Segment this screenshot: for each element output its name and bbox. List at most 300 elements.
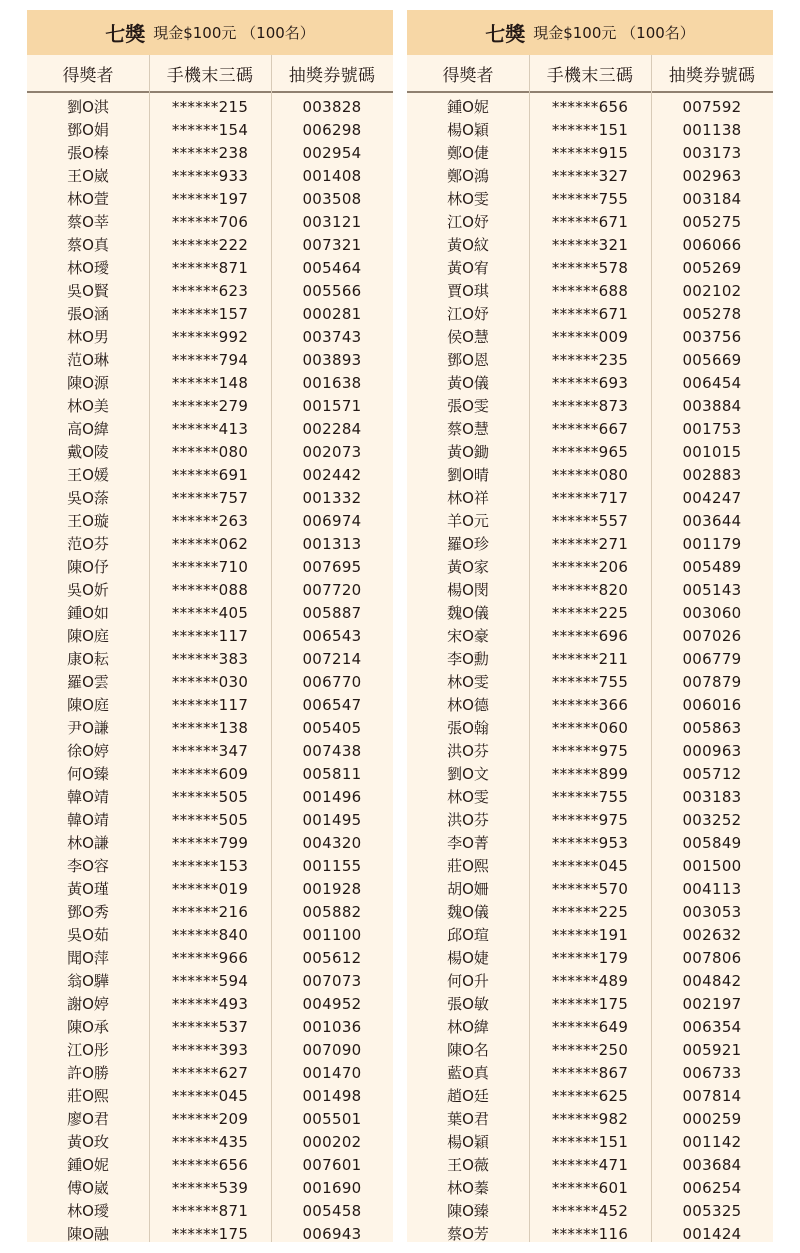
phone-last3: ******206 [551, 557, 629, 576]
ticket-number: 001495 [302, 810, 362, 829]
phone-last3: ******915 [551, 143, 629, 162]
table-row [27, 279, 393, 302]
table-row [407, 969, 773, 992]
ticket-number: 005863 [682, 718, 742, 737]
winners-panel-right [407, 10, 773, 1242]
table-header [407, 55, 773, 93]
ticket-number: 002963 [682, 166, 742, 185]
phone-last3: ******975 [551, 810, 629, 829]
prize-title [27, 10, 393, 55]
table-row [407, 601, 773, 624]
ticket-number: 003508 [302, 189, 362, 208]
winner-name: 羅O珍 [447, 535, 489, 553]
winner-name: 魏O儀 [447, 903, 489, 921]
table-row [27, 969, 393, 992]
winner-name: 侯O慧 [447, 328, 489, 346]
phone-last3: ******216 [171, 902, 249, 921]
winner-name: 鍾O妮 [447, 98, 489, 116]
phone-last3: ******215 [171, 97, 249, 116]
table-row [407, 118, 773, 141]
winner-name: 林O雯 [447, 190, 489, 208]
ticket-number: 005269 [682, 258, 742, 277]
phone-last3: ******933 [171, 166, 249, 185]
winner-name: 陳O融 [67, 1225, 109, 1243]
ticket-number: 006016 [682, 695, 742, 714]
table-row [407, 785, 773, 808]
winner-name: 韓O靖 [67, 788, 109, 806]
phone-last3: ******148 [171, 373, 249, 392]
phone-last3: ******489 [551, 971, 629, 990]
ticket-number: 001155 [302, 856, 362, 875]
ticket-number: 003060 [682, 603, 742, 622]
table-row [407, 923, 773, 946]
table-row [407, 1130, 773, 1153]
winner-name: 謝O婷 [67, 995, 109, 1013]
table-row [27, 578, 393, 601]
ticket-number: 005143 [682, 580, 742, 599]
ticket-number: 003828 [302, 97, 362, 116]
winner-name: 蔡O慧 [447, 420, 489, 438]
header-phone-last3: 手機末三碼 [546, 65, 634, 86]
winner-name: 劉O淇 [67, 98, 109, 116]
phone-last3: ******755 [551, 189, 629, 208]
ticket-number: 007073 [302, 971, 362, 990]
table-header [27, 55, 393, 93]
winners-panel-left [27, 10, 393, 1242]
winner-name: 趙O廷 [447, 1087, 489, 1105]
ticket-number: 006974 [302, 511, 362, 530]
table-row [407, 394, 773, 417]
winner-name: 范O琳 [67, 351, 109, 369]
ticket-number: 005325 [682, 1201, 742, 1220]
phone-last3: ******799 [171, 833, 249, 852]
header-winner: 得獎者 [442, 65, 494, 86]
winner-name: 黃O鋤 [447, 443, 489, 461]
phone-last3: ******116 [551, 1224, 629, 1243]
winner-name: 陳O源 [67, 374, 109, 392]
prize-detail: 現金$100元 （100名） [533, 24, 695, 42]
phone-last3: ******671 [551, 212, 629, 231]
column-divider [651, 55, 652, 1242]
winner-name: 莊O熙 [447, 857, 489, 875]
winner-name: 何O臻 [67, 765, 109, 783]
ticket-number: 006543 [302, 626, 362, 645]
table-row [27, 693, 393, 716]
winner-name: 范O芬 [67, 535, 109, 553]
winner-name: 徐O婷 [67, 742, 109, 760]
winner-name: 林O謙 [67, 834, 109, 852]
phone-last3: ******505 [171, 810, 249, 829]
table-row [27, 348, 393, 371]
ticket-number: 007214 [302, 649, 362, 668]
table-row [407, 900, 773, 923]
phone-last3: ******975 [551, 741, 629, 760]
winner-name: 高O緯 [67, 420, 109, 438]
winner-name: 張O翰 [447, 719, 489, 737]
table-row [27, 900, 393, 923]
ticket-number: 001571 [302, 396, 362, 415]
table-row [407, 463, 773, 486]
phone-last3: ******578 [551, 258, 629, 277]
ticket-number: 005566 [302, 281, 362, 300]
phone-last3: ******505 [171, 787, 249, 806]
winner-name: 胡O姍 [447, 880, 489, 898]
phone-last3: ******757 [171, 488, 249, 507]
ticket-number: 001015 [682, 442, 742, 461]
phone-last3: ******045 [171, 1086, 249, 1105]
ticket-number: 007090 [302, 1040, 362, 1059]
phone-last3: ******688 [551, 281, 629, 300]
ticket-number: 005921 [682, 1040, 742, 1059]
phone-last3: ******225 [551, 603, 629, 622]
ticket-number: 001470 [302, 1063, 362, 1082]
winner-name: 林O美 [67, 397, 109, 415]
phone-last3: ******383 [171, 649, 249, 668]
winner-name: 林O璦 [67, 259, 109, 277]
table-row [407, 486, 773, 509]
ticket-number: 006547 [302, 695, 362, 714]
phone-last3: ******691 [171, 465, 249, 484]
table-row [27, 463, 393, 486]
phone-last3: ******062 [171, 534, 249, 553]
ticket-number: 002102 [682, 281, 742, 300]
phone-last3: ******992 [171, 327, 249, 346]
winner-name: 黃O玫 [67, 1133, 109, 1151]
winner-name: 陳O伃 [67, 558, 109, 576]
winner-name: 林O蓁 [447, 1179, 489, 1197]
ticket-number: 003183 [682, 787, 742, 806]
table-row [407, 256, 773, 279]
winner-name: 林O祥 [447, 489, 489, 507]
table-row [27, 601, 393, 624]
table-row [407, 1153, 773, 1176]
table-row [407, 164, 773, 187]
ticket-number: 002632 [682, 925, 742, 944]
ticket-number: 005612 [302, 948, 362, 967]
phone-last3: ******623 [171, 281, 249, 300]
phone-last3: ******557 [551, 511, 629, 530]
ticket-number: 003121 [302, 212, 362, 231]
ticket-number: 001138 [682, 120, 742, 139]
winner-name: 陳O承 [67, 1018, 109, 1036]
table-row [27, 785, 393, 808]
winner-name: 鄧O秀 [67, 903, 109, 921]
table-row [27, 325, 393, 348]
table-row [407, 279, 773, 302]
phone-last3: ******755 [551, 787, 629, 806]
winner-name: 張O涵 [67, 305, 109, 323]
table-row [407, 1199, 773, 1222]
ticket-number: 001142 [682, 1132, 742, 1151]
phone-last3: ******867 [551, 1063, 629, 1082]
table-row [27, 831, 393, 854]
table-row [27, 1084, 393, 1107]
winner-name: 魏O儀 [447, 604, 489, 622]
ticket-number: 006254 [682, 1178, 742, 1197]
table-row [407, 417, 773, 440]
winner-name: 王O璇 [67, 512, 109, 530]
winner-name: 楊O婕 [447, 949, 489, 967]
winner-name: 廖O君 [67, 1110, 109, 1128]
table-row [407, 325, 773, 348]
table-row [27, 210, 393, 233]
table-row [407, 877, 773, 900]
winner-name: 陳O庭 [67, 696, 109, 714]
winner-name: 葉O君 [447, 1110, 489, 1128]
table-row [27, 1153, 393, 1176]
phone-last3: ******717 [551, 488, 629, 507]
ticket-number: 002197 [682, 994, 742, 1013]
table-row [407, 440, 773, 463]
winner-name: 宋O豪 [447, 627, 489, 645]
winner-name: 黃O紋 [447, 236, 489, 254]
column-divider [271, 55, 272, 1242]
winner-name: 翁O驊 [67, 972, 109, 990]
winner-name: 楊O穎 [447, 1133, 489, 1151]
ticket-number: 001179 [682, 534, 742, 553]
phone-last3: ******263 [171, 511, 249, 530]
phone-last3: ******060 [551, 718, 629, 737]
phone-last3: ******413 [171, 419, 249, 438]
table-row [407, 233, 773, 256]
column-divider [529, 55, 530, 1242]
ticket-number: 007321 [302, 235, 362, 254]
table-row [407, 624, 773, 647]
winner-name: 王O媛 [67, 466, 109, 484]
phone-last3: ******009 [551, 327, 629, 346]
ticket-number: 001332 [302, 488, 362, 507]
table-row [407, 1107, 773, 1130]
winner-name: 蔡O莘 [67, 213, 109, 231]
phone-last3: ******871 [171, 1201, 249, 1220]
table-row [407, 578, 773, 601]
ticket-number: 004952 [302, 994, 362, 1013]
ticket-number: 001424 [682, 1224, 742, 1243]
winner-name: 江O妤 [447, 305, 489, 323]
ticket-number: 005712 [682, 764, 742, 783]
phone-last3: ******953 [551, 833, 629, 852]
table-row [27, 647, 393, 670]
phone-last3: ******271 [551, 534, 629, 553]
winner-name: 吳O蒤 [67, 489, 109, 507]
ticket-number: 003893 [302, 350, 362, 369]
ticket-number: 001313 [302, 534, 362, 553]
winner-name: 蔡O真 [67, 236, 109, 254]
phone-last3: ******609 [171, 764, 249, 783]
phone-last3: ******117 [171, 695, 249, 714]
ticket-number: 005882 [302, 902, 362, 921]
winner-name: 劉O文 [447, 765, 489, 783]
ticket-number: 007695 [302, 557, 362, 576]
table-row [407, 808, 773, 831]
table-row [27, 141, 393, 164]
phone-last3: ******138 [171, 718, 249, 737]
ticket-number: 004113 [682, 879, 742, 898]
winner-name: 羊O元 [447, 512, 489, 530]
winner-name: 聞O萍 [67, 949, 109, 967]
winner-name: 陳O臻 [447, 1202, 489, 1220]
phone-last3: ******347 [171, 741, 249, 760]
phone-last3: ******279 [171, 396, 249, 415]
winner-name: 黃O家 [447, 558, 489, 576]
winner-name: 林O德 [447, 696, 489, 714]
table-row [407, 509, 773, 532]
ticket-number: 006733 [682, 1063, 742, 1082]
table-row [27, 716, 393, 739]
ticket-number: 006066 [682, 235, 742, 254]
phone-last3: ******175 [171, 1224, 249, 1243]
ticket-number: 007806 [682, 948, 742, 967]
phone-last3: ******820 [551, 580, 629, 599]
table-row [407, 555, 773, 578]
winner-name: 洪O芬 [447, 742, 489, 760]
winner-name: 林O男 [67, 328, 109, 346]
winner-name: 傅O崴 [67, 1179, 109, 1197]
table-row [407, 992, 773, 1015]
ticket-number: 007814 [682, 1086, 742, 1105]
phone-last3: ******151 [551, 1132, 629, 1151]
ticket-number: 000259 [682, 1109, 742, 1128]
winner-name: 許O勝 [67, 1064, 109, 1082]
phone-last3: ******153 [171, 856, 249, 875]
ticket-number: 005405 [302, 718, 362, 737]
phone-last3: ******175 [551, 994, 629, 1013]
table-row [27, 486, 393, 509]
ticket-number: 001498 [302, 1086, 362, 1105]
phone-last3: ******537 [171, 1017, 249, 1036]
ticket-number: 001408 [302, 166, 362, 185]
winner-name: 戴O陵 [67, 443, 109, 461]
phone-last3: ******710 [171, 557, 249, 576]
table-row [27, 302, 393, 325]
phone-last3: ******627 [171, 1063, 249, 1082]
winner-name: 鄭O鴻 [447, 167, 489, 185]
ticket-number: 002442 [302, 465, 362, 484]
table-row [407, 1038, 773, 1061]
phone-last3: ******706 [171, 212, 249, 231]
table-row [407, 302, 773, 325]
phone-last3: ******671 [551, 304, 629, 323]
phone-last3: ******235 [551, 350, 629, 369]
ticket-number: 000202 [302, 1132, 362, 1151]
winner-name: 江O彤 [67, 1041, 109, 1059]
table-row [27, 1176, 393, 1199]
phone-last3: ******656 [171, 1155, 249, 1174]
header-ticket-number: 抽獎券號碼 [668, 65, 756, 86]
table-row [27, 624, 393, 647]
table-row [27, 877, 393, 900]
ticket-number: 005501 [302, 1109, 362, 1128]
table-row [407, 946, 773, 969]
table-row [407, 1061, 773, 1084]
ticket-number: 001036 [302, 1017, 362, 1036]
phone-last3: ******435 [171, 1132, 249, 1151]
winner-name: 林O緯 [447, 1018, 489, 1036]
ticket-number: 006354 [682, 1017, 742, 1036]
table-row [27, 164, 393, 187]
winner-name: 劉O晴 [447, 466, 489, 484]
winner-name: 藍O真 [447, 1064, 489, 1082]
ticket-number: 001500 [682, 856, 742, 875]
table-row [27, 555, 393, 578]
ticket-number: 003644 [682, 511, 742, 530]
table-row [27, 256, 393, 279]
phone-last3: ******982 [551, 1109, 629, 1128]
phone-last3: ******693 [551, 373, 629, 392]
table-row [27, 808, 393, 831]
winner-name: 陳O庭 [67, 627, 109, 645]
phone-last3: ******151 [551, 120, 629, 139]
winner-name: 鍾O如 [67, 604, 109, 622]
phone-last3: ******873 [551, 396, 629, 415]
ticket-number: 005849 [682, 833, 742, 852]
table-row [27, 187, 393, 210]
phone-last3: ******327 [551, 166, 629, 185]
ticket-number: 005278 [682, 304, 742, 323]
phone-last3: ******238 [171, 143, 249, 162]
ticket-number: 005464 [302, 258, 362, 277]
phone-last3: ******019 [171, 879, 249, 898]
phone-last3: ******649 [551, 1017, 629, 1036]
table-row [407, 210, 773, 233]
winners-list [407, 93, 773, 1245]
phone-last3: ******405 [171, 603, 249, 622]
winner-name: 羅O雲 [67, 673, 109, 691]
table-row [27, 1222, 393, 1245]
table-row [27, 739, 393, 762]
table-row [407, 1015, 773, 1038]
prize-detail: 現金$100元 （100名） [153, 24, 315, 42]
winner-name: 韓O靖 [67, 811, 109, 829]
ticket-number: 001496 [302, 787, 362, 806]
phone-last3: ******250 [551, 1040, 629, 1059]
phone-last3: ******755 [551, 672, 629, 691]
table-row [407, 141, 773, 164]
phone-last3: ******154 [171, 120, 249, 139]
phone-last3: ******966 [171, 948, 249, 967]
phone-last3: ******539 [171, 1178, 249, 1197]
table-row [27, 946, 393, 969]
phone-last3: ******211 [551, 649, 629, 668]
phone-last3: ******045 [551, 856, 629, 875]
winner-name: 張O雯 [447, 397, 489, 415]
phone-last3: ******570 [551, 879, 629, 898]
ticket-number: 003756 [682, 327, 742, 346]
table-row [27, 854, 393, 877]
table-row [27, 417, 393, 440]
table-row [27, 992, 393, 1015]
winner-name: 陳O名 [447, 1041, 489, 1059]
ticket-number: 001753 [682, 419, 742, 438]
ticket-number: 001690 [302, 1178, 362, 1197]
phone-last3: ******625 [551, 1086, 629, 1105]
winner-name: 李O菁 [447, 834, 489, 852]
winner-name: 張O榛 [67, 144, 109, 162]
table-row [27, 233, 393, 256]
winner-name: 蔡O芳 [447, 1225, 489, 1243]
ticket-number: 001928 [302, 879, 362, 898]
ticket-number: 001638 [302, 373, 362, 392]
table-row [27, 1038, 393, 1061]
ticket-number: 007879 [682, 672, 742, 691]
phone-last3: ******197 [171, 189, 249, 208]
winner-name: 林O雯 [447, 673, 489, 691]
phone-last3: ******452 [551, 1201, 629, 1220]
phone-last3: ******080 [551, 465, 629, 484]
winner-name: 李O容 [67, 857, 109, 875]
table-row [407, 1176, 773, 1199]
ticket-number: 004842 [682, 971, 742, 990]
